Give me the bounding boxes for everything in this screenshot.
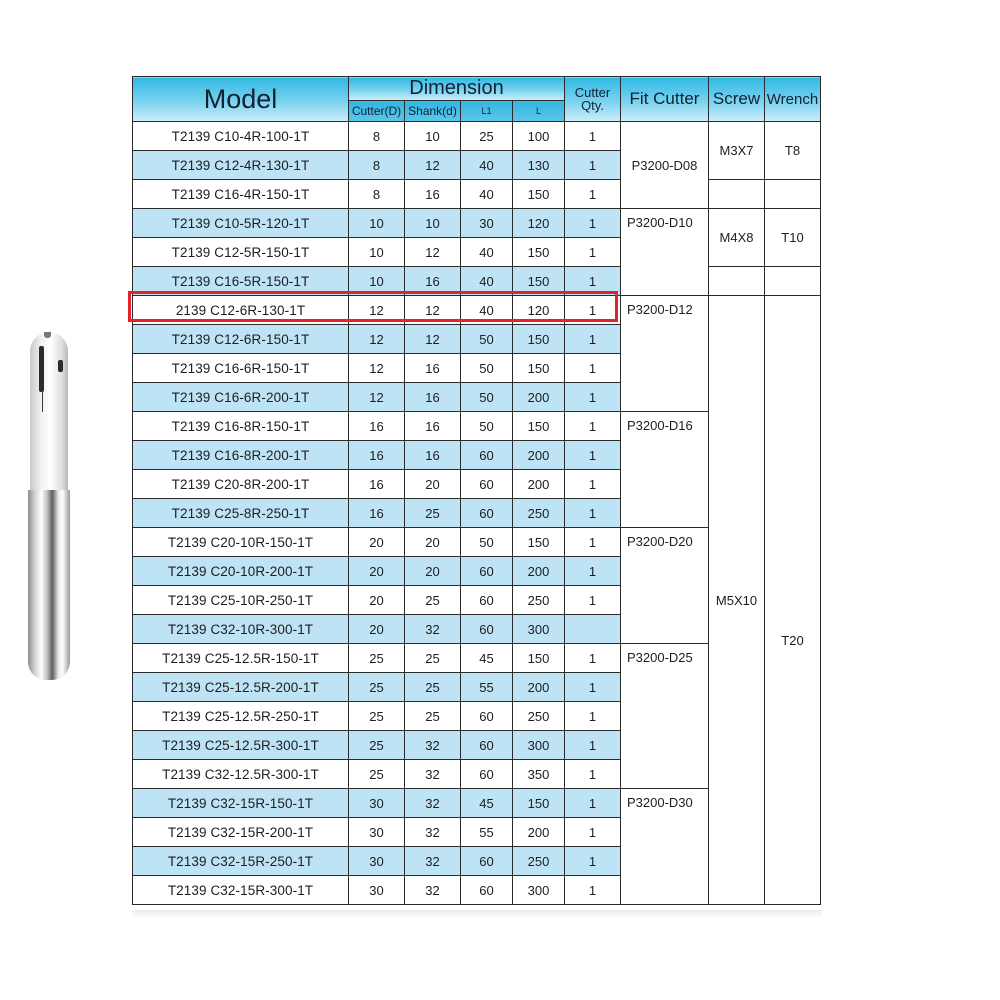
cell-l: 300: [513, 876, 565, 905]
cell-qty: 1: [565, 383, 621, 412]
header-l: L: [513, 101, 565, 122]
cell-qty: 1: [565, 644, 621, 673]
cell-cutter-d: 16: [349, 441, 405, 470]
cell-qty: 1: [565, 209, 621, 238]
cell-l1: 60: [461, 499, 513, 528]
cell-l1: 45: [461, 789, 513, 818]
tool-slot-2: [58, 360, 63, 372]
cell-l: 150: [513, 325, 565, 354]
tool-head: [30, 332, 68, 490]
cell-l: 150: [513, 267, 565, 296]
cell-model: T2139 C16-5R-150-1T: [133, 267, 349, 296]
cell-model: T2139 C12-4R-130-1T: [133, 151, 349, 180]
cell-qty: 1: [565, 702, 621, 731]
cell-l1: 40: [461, 267, 513, 296]
screw-group: M3X7: [709, 122, 765, 180]
tool-slot-line: [42, 390, 43, 412]
cell-l: 150: [513, 789, 565, 818]
cell-shank-d: 32: [405, 760, 461, 789]
cell-cutter-d: 25: [349, 760, 405, 789]
cell-shank-d: 16: [405, 354, 461, 383]
cell-qty: 1: [565, 731, 621, 760]
cell-shank-d: 12: [405, 296, 461, 325]
table-row: [133, 180, 821, 209]
cell-model: T2139 C32-15R-300-1T: [133, 876, 349, 905]
cell-shank-d: 12: [405, 325, 461, 354]
cell-l1: 60: [461, 876, 513, 905]
cell-cutter-d: 30: [349, 876, 405, 905]
cell-cutter-d: 10: [349, 209, 405, 238]
header-fit-cutter: Fit Cutter: [621, 77, 709, 122]
header-cutter-qty-line2: Qty.: [581, 98, 604, 113]
header-model: Model: [133, 77, 349, 122]
cell-l: 250: [513, 499, 565, 528]
header-screw: Screw: [709, 77, 765, 122]
cell-l: 250: [513, 702, 565, 731]
cell-model: T2139 C20-8R-200-1T: [133, 470, 349, 499]
wrench-group-empty: [765, 267, 821, 296]
cell-cutter-d: 20: [349, 586, 405, 615]
cell-l1: 50: [461, 354, 513, 383]
cell-qty: 1: [565, 238, 621, 267]
cell-shank-d: 25: [405, 586, 461, 615]
cell-l: 150: [513, 528, 565, 557]
cell-qty: 1: [565, 586, 621, 615]
cell-l1: 50: [461, 325, 513, 354]
wrench-group-empty: [765, 180, 821, 209]
cell-shank-d: 16: [405, 383, 461, 412]
header-cutter-qty: [565, 77, 621, 122]
fit-cutter-group: P3200-D10: [621, 209, 709, 296]
fit-cutter-group: P3200-D20: [621, 528, 709, 644]
cell-shank-d: 32: [405, 847, 461, 876]
cell-l1: 60: [461, 760, 513, 789]
cell-shank-d: 32: [405, 789, 461, 818]
cell-l1: 40: [461, 180, 513, 209]
cell-shank-d: 32: [405, 731, 461, 760]
header-cutter-qty-line1: Cutter: [574, 85, 611, 100]
cell-l: 200: [513, 673, 565, 702]
cell-qty: 1: [565, 789, 621, 818]
cell-shank-d: 32: [405, 818, 461, 847]
tool-slot: [39, 346, 44, 392]
cell-qty: 1: [565, 151, 621, 180]
cell-l1: 60: [461, 441, 513, 470]
cell-qty: 1: [565, 122, 621, 151]
cell-cutter-d: 16: [349, 412, 405, 441]
cell-cutter-d: 12: [349, 296, 405, 325]
cell-l: 150: [513, 238, 565, 267]
fit-cutter-group: P3200-D08: [621, 122, 709, 209]
cell-l1: 60: [461, 470, 513, 499]
cell-qty: 1: [565, 499, 621, 528]
cell-model: T2139 C20-10R-150-1T: [133, 528, 349, 557]
cell-model: T2139 C12-6R-150-1T: [133, 325, 349, 354]
cell-shank-d: 32: [405, 876, 461, 905]
cell-l: 200: [513, 441, 565, 470]
cell-l: 120: [513, 209, 565, 238]
cell-model: 2139 C12-6R-130-1T: [133, 296, 349, 325]
cell-shank-d: 10: [405, 209, 461, 238]
cell-qty: 1: [565, 528, 621, 557]
cell-qty: 1: [565, 847, 621, 876]
cell-l1: 50: [461, 412, 513, 441]
cell-l1: 55: [461, 818, 513, 847]
table-row: [133, 267, 821, 296]
cell-cutter-d: 30: [349, 818, 405, 847]
fit-cutter-group: P3200-D12: [621, 296, 709, 412]
cell-l: 300: [513, 615, 565, 644]
cell-cutter-d: 25: [349, 644, 405, 673]
cell-cutter-d: 25: [349, 702, 405, 731]
cell-cutter-d: 12: [349, 383, 405, 412]
header-dimension: Dimension: [349, 77, 565, 101]
cell-model: T2139 C25-8R-250-1T: [133, 499, 349, 528]
cell-model: T2139 C16-8R-150-1T: [133, 412, 349, 441]
fit-cutter-group: P3200-D25: [621, 644, 709, 789]
cell-cutter-d: 16: [349, 470, 405, 499]
cell-model: T2139 C16-6R-150-1T: [133, 354, 349, 383]
cell-l: 130: [513, 151, 565, 180]
cell-shank-d: 25: [405, 644, 461, 673]
header-shank-d: Shank(d): [405, 101, 461, 122]
cell-model: T2139 C16-6R-200-1T: [133, 383, 349, 412]
cell-qty: 1: [565, 673, 621, 702]
cell-model: T2139 C32-12.5R-300-1T: [133, 760, 349, 789]
cell-model: T2139 C25-12.5R-300-1T: [133, 731, 349, 760]
screw-group-empty: [709, 180, 765, 209]
tool-shank: [28, 490, 70, 680]
header-cutter-d: Cutter(D): [349, 101, 405, 122]
cell-shank-d: 25: [405, 673, 461, 702]
cell-l: 100: [513, 122, 565, 151]
cell-qty: 1: [565, 818, 621, 847]
cell-qty: 1: [565, 760, 621, 789]
cell-l1: 60: [461, 731, 513, 760]
cell-model: T2139 C32-15R-250-1T: [133, 847, 349, 876]
cell-l: 200: [513, 470, 565, 499]
cell-l: 150: [513, 412, 565, 441]
wrench-group: T10: [765, 209, 821, 267]
cell-cutter-d: 10: [349, 267, 405, 296]
spec-table: [132, 76, 821, 905]
end-mill-holder-image: [28, 332, 70, 680]
cell-qty: 1: [565, 557, 621, 586]
cell-cutter-d: 16: [349, 499, 405, 528]
screw-group-empty: [709, 267, 765, 296]
cell-l: 250: [513, 847, 565, 876]
fit-cutter-group: P3200-D30: [621, 789, 709, 905]
cell-model: T2139 C32-10R-300-1T: [133, 615, 349, 644]
cell-qty: 1: [565, 354, 621, 383]
cell-shank-d: 20: [405, 528, 461, 557]
cell-l1: 60: [461, 557, 513, 586]
cell-shank-d: 20: [405, 557, 461, 586]
table-row: [133, 122, 821, 151]
cell-model: T2139 C25-12.5R-200-1T: [133, 673, 349, 702]
cell-cutter-d: 12: [349, 325, 405, 354]
table-row: [133, 209, 821, 238]
cell-qty: 1: [565, 441, 621, 470]
cell-cutter-d: 8: [349, 151, 405, 180]
cell-model: T2139 C16-8R-200-1T: [133, 441, 349, 470]
cell-cutter-d: 25: [349, 731, 405, 760]
cell-shank-d: 32: [405, 615, 461, 644]
tool-notch: [44, 332, 51, 338]
cell-model: T2139 C25-12.5R-250-1T: [133, 702, 349, 731]
cell-model: T2139 C20-10R-200-1T: [133, 557, 349, 586]
cell-l1: 40: [461, 238, 513, 267]
cell-qty: 1: [565, 412, 621, 441]
cell-cutter-d: 30: [349, 847, 405, 876]
cell-cutter-d: 20: [349, 528, 405, 557]
cell-l1: 60: [461, 702, 513, 731]
cell-qty: 1: [565, 325, 621, 354]
screw-group: M5X10: [709, 296, 765, 905]
cell-l1: 60: [461, 586, 513, 615]
cell-model: T2139 C12-5R-150-1T: [133, 238, 349, 267]
cell-qty: [565, 615, 621, 644]
cell-shank-d: 16: [405, 441, 461, 470]
cell-qty: 1: [565, 180, 621, 209]
cell-l1: 25: [461, 122, 513, 151]
cell-cutter-d: 8: [349, 122, 405, 151]
header-l1: L1: [461, 101, 513, 122]
cell-cutter-d: 12: [349, 354, 405, 383]
cell-qty: 1: [565, 296, 621, 325]
cell-shank-d: 16: [405, 180, 461, 209]
cell-l1: 60: [461, 847, 513, 876]
cell-l: 200: [513, 383, 565, 412]
cell-qty: 1: [565, 267, 621, 296]
cell-model: T2139 C10-4R-100-1T: [133, 122, 349, 151]
cell-cutter-d: 8: [349, 180, 405, 209]
cell-model: T2139 C25-10R-250-1T: [133, 586, 349, 615]
cell-l: 150: [513, 354, 565, 383]
cell-model: T2139 C32-15R-150-1T: [133, 789, 349, 818]
cell-l1: 40: [461, 151, 513, 180]
cell-l1: 30: [461, 209, 513, 238]
cell-qty: 1: [565, 470, 621, 499]
cell-l: 350: [513, 760, 565, 789]
cell-l: 300: [513, 731, 565, 760]
header-wrench: Wrench: [765, 77, 821, 122]
cell-l1: 55: [461, 673, 513, 702]
cell-shank-d: 25: [405, 702, 461, 731]
cell-l1: 45: [461, 644, 513, 673]
cell-cutter-d: 25: [349, 673, 405, 702]
cell-shank-d: 10: [405, 122, 461, 151]
wrench-group: T8: [765, 122, 821, 180]
cell-shank-d: 16: [405, 267, 461, 296]
cell-l: 250: [513, 586, 565, 615]
cell-l1: 60: [461, 615, 513, 644]
screw-group: M4X8: [709, 209, 765, 267]
fit-cutter-group: P3200-D16: [621, 412, 709, 528]
cell-l: 200: [513, 818, 565, 847]
cell-l: 150: [513, 180, 565, 209]
cell-l: 150: [513, 644, 565, 673]
cell-model: T2139 C10-5R-120-1T: [133, 209, 349, 238]
cell-shank-d: 12: [405, 238, 461, 267]
table-shadow: [132, 910, 822, 918]
cell-cutter-d: 30: [349, 789, 405, 818]
cell-cutter-d: 20: [349, 615, 405, 644]
cell-l1: 50: [461, 528, 513, 557]
cell-l1: 40: [461, 296, 513, 325]
cell-shank-d: 16: [405, 412, 461, 441]
cell-cutter-d: 20: [349, 557, 405, 586]
cell-model: T2139 C25-12.5R-150-1T: [133, 644, 349, 673]
cell-model: T2139 C32-15R-200-1T: [133, 818, 349, 847]
cell-cutter-d: 10: [349, 238, 405, 267]
wrench-group: T20: [765, 296, 821, 905]
table-row-highlighted: [133, 296, 821, 325]
cell-model: T2139 C16-4R-150-1T: [133, 180, 349, 209]
cell-qty: 1: [565, 876, 621, 905]
cell-shank-d: 20: [405, 470, 461, 499]
cell-shank-d: 25: [405, 499, 461, 528]
cell-l: 120: [513, 296, 565, 325]
cell-shank-d: 12: [405, 151, 461, 180]
cell-l: 200: [513, 557, 565, 586]
cell-l1: 50: [461, 383, 513, 412]
